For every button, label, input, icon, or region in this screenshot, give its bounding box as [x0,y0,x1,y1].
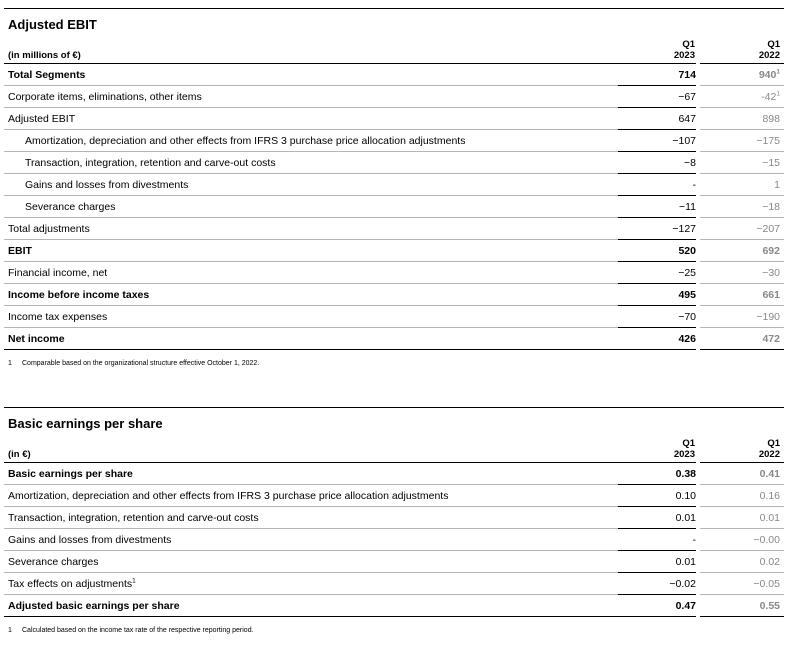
row-label: Gains and losses from divestments [4,529,618,551]
row-label: Severance charges [4,196,618,218]
value-q1-2023: −25 [618,262,696,284]
table-row [4,108,784,130]
footnote: 1 Comparable based on the organizational structure effective October 1, 2022. [8,360,260,367]
row-label: Total adjustments [4,218,618,240]
unit-label: (in millions of €) [8,50,81,61]
row-label: EBIT [4,240,618,262]
value-q1-2023: 0.38 [618,463,696,485]
value-q1-2022: −0.05 [700,573,784,595]
section-title: Adjusted EBIT [8,17,97,32]
value-q1-2023: −127 [618,218,696,240]
row-label: Corporate items, eliminations, other items [4,86,618,108]
row-label: Severance charges [4,551,618,573]
adjusted-ebit-section [4,8,784,367]
row-label: Adjusted EBIT [4,108,618,130]
value-q1-2022: 0.16 [700,485,784,507]
value-q1-2022: 0.41 [700,463,784,485]
table-header [4,438,784,462]
value-q1-2022: −175 [700,130,784,152]
value-q1-2023: 0.01 [618,507,696,529]
adjusted-ebit-table [4,63,784,350]
table-row [4,595,784,617]
row-label: Net income [4,328,618,350]
value-q1-2022: 0.55 [700,595,784,617]
row-label: Basic earnings per share [4,463,618,485]
value-q1-2022: −207 [700,218,784,240]
table-row [4,328,784,350]
row-label: Transaction, integration, retention and carve-out costs [4,152,618,174]
table-row [4,86,784,108]
table-row [4,64,784,86]
value-q1-2022: $-42^1$ [700,86,784,108]
table-row [4,196,784,218]
table-row [4,306,784,328]
value-q1-2023: 0.01 [618,551,696,573]
table-row [4,240,784,262]
table-row [4,573,784,595]
value-q1-2023: 0.10 [618,485,696,507]
value-q1-2023: −0.02 [618,573,696,595]
value-q1-2022: −190 [700,306,784,328]
row-label: Transaction, integration, retention and carve-out costs [4,507,618,529]
value-q1-2023: 714 [618,64,696,86]
table-row [4,174,784,196]
value-q1-2023: −11 [618,196,696,218]
value-q1-2022: −15 [700,152,784,174]
value-q1-2023: −67 [618,86,696,108]
value-q1-2023: 426 [618,328,696,350]
row-label: Gains and losses from divestments [4,174,618,196]
row-label: Total Segments [4,64,618,86]
value-q1-2022: 472 [700,328,784,350]
table-row [4,485,784,507]
value-q1-2023: - [618,529,696,551]
value-q1-2023: −107 [618,130,696,152]
value-q1-2023: 647 [618,108,696,130]
value-q1-2022: −0.00 [700,529,784,551]
table-row [4,130,784,152]
value-q1-2022: 0.01 [700,507,784,529]
value-q1-2023: −70 [618,306,696,328]
table-header [4,39,784,63]
column-header-q1-2022: Q1 2022 [758,39,780,61]
footnote: 1 Calculated based on the income tax rate of the respective reporting period. [8,627,254,634]
section-title: Basic earnings per share [8,416,163,431]
value-q1-2023: 520 [618,240,696,262]
column-header-q1-2022: Q1 2022 [758,438,780,460]
unit-label: (in €) [8,449,31,460]
table-row [4,152,784,174]
row-label: Income before income taxes [4,284,618,306]
table-row [4,463,784,485]
table-row [4,551,784,573]
value-q1-2023: - [618,174,696,196]
value-q1-2022: −18 [700,196,784,218]
value-q1-2022: 898 [700,108,784,130]
row-label: Amortization, depreciation and other effects from IFRS 3 purchase price allocation adjustments [4,485,618,507]
value-q1-2022: −30 [700,262,784,284]
value-q1-2022: 0.02 [700,551,784,573]
value-q1-2023: 0.47 [618,595,696,617]
row-label: Income tax expenses [4,306,618,328]
basic-eps-section [4,407,784,634]
table-row [4,218,784,240]
value-q1-2023: 495 [618,284,696,306]
value-q1-2022: 692 [700,240,784,262]
column-header-q1-2023: Q1 2023 [673,39,695,61]
table-row [4,262,784,284]
value-q1-2022: $940^1$ [700,64,784,86]
table-row [4,507,784,529]
column-header-q1-2023: Q1 2023 [673,438,695,460]
table-row [4,529,784,551]
value-q1-2023: −8 [618,152,696,174]
row-label: Adjusted basic earnings per share [4,595,618,617]
row-label: Amortization, depreciation and other effects from IFRS 3 purchase price allocation adjustments [4,130,618,152]
value-q1-2022: 1 [700,174,784,196]
row-label: Financial income, net [4,262,618,284]
table-row [4,284,784,306]
row-label: Tax effects on adjustments$^1$ [4,573,618,595]
basic-eps-table [4,462,784,617]
value-q1-2022: 661 [700,284,784,306]
